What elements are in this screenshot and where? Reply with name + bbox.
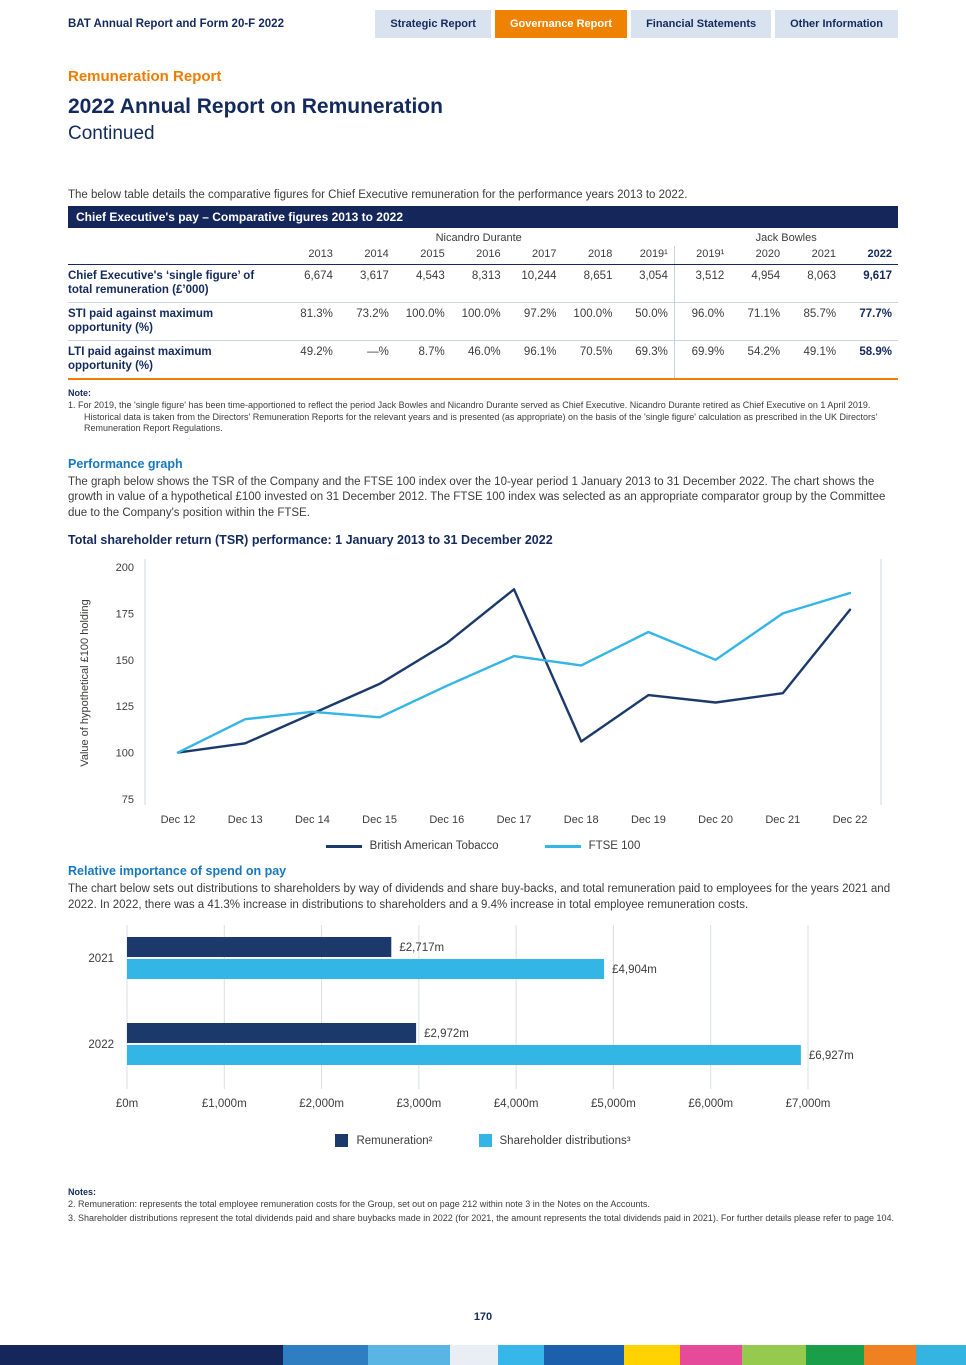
table-value-cell: 4,954 — [730, 265, 786, 303]
x-tick-label: Dec 18 — [563, 814, 599, 826]
table-year-cell: 2019¹ — [674, 246, 730, 265]
table-value-cell: 8.7% — [395, 341, 451, 380]
table-value-cell: 3,054 — [618, 265, 674, 303]
tsr-chart-title: Total shareholder return (TSR) performance: 1 January 2013 to 31 December 2022 — [68, 533, 553, 547]
legend-item — [326, 840, 499, 852]
tsr-chart — [68, 551, 898, 838]
table-value-cell: 8,313 — [451, 265, 507, 303]
table-group-row — [68, 228, 898, 246]
table-value-cell: 3,512 — [674, 265, 730, 303]
page-title: 2022 Annual Report on Remuneration — [68, 95, 443, 118]
strip-segment — [680, 1345, 742, 1365]
table-value-cell: 97.2% — [507, 303, 563, 341]
table-year-cell: 2017 — [507, 246, 563, 265]
x-tick-label: Dec 14 — [294, 814, 330, 826]
performance-body: The graph below shows the TSR of the Company and the FTSE 100 index over the 10-year period 1 January 2013 to 31 December 2022. The chart shows the growth in value of a hypothetical £100 invested on 31 December 2012. The FTSE 100 index was selected as an appropriate comparator group by the Committee due to the Company's position within the FTSE. — [68, 475, 886, 519]
table-year-cell: 2014 — [339, 246, 395, 265]
table-value-cell: 77.7% — [842, 303, 898, 341]
bar-value-label: £2,972m — [424, 1028, 469, 1040]
legend-square-swatch — [335, 1134, 348, 1147]
table-row — [68, 265, 898, 303]
legend-label: FTSE 100 — [588, 840, 641, 852]
bottom-notes-block — [68, 1187, 898, 1224]
y-tick-label: 75 — [121, 794, 134, 806]
table-value-cell: 96.1% — [507, 341, 563, 380]
x-tick-label: £6,000m — [688, 1098, 734, 1110]
table-value-cell: 69.3% — [618, 341, 674, 380]
x-tick-label: Dec 20 — [698, 814, 734, 826]
legend-label: British American Tobacco — [369, 840, 499, 852]
table-value-cell: 96.0% — [674, 303, 730, 341]
strip-segment — [368, 1345, 450, 1365]
strip-segment — [864, 1345, 916, 1365]
tab-governance-report[interactable]: Governance Report — [495, 10, 627, 38]
tab-other-information[interactable]: Other Information — [775, 10, 898, 38]
bar — [127, 1045, 801, 1065]
legend-square-swatch — [479, 1134, 492, 1147]
strip-segment — [916, 1345, 966, 1365]
y-tick-label: 175 — [115, 608, 134, 621]
x-tick-label: Dec 22 — [832, 814, 868, 826]
table-year-cell: 2016 — [451, 246, 507, 265]
table-group-header: Jack Bowles — [755, 232, 817, 244]
bar — [127, 959, 604, 979]
table-value-cell: 8,063 — [786, 265, 842, 303]
line-series — [178, 589, 850, 752]
bar-value-label: £4,904m — [612, 964, 657, 976]
table-row — [68, 341, 898, 380]
table-value-cell: 9,617 — [842, 265, 898, 303]
table-value-cell: 81.3% — [283, 303, 339, 341]
performance-heading: Performance graph — [68, 456, 183, 471]
strip-segment — [806, 1345, 864, 1365]
table-row-label: Chief Executive's ‘single figure’ of total remuneration (£’000) — [68, 265, 283, 303]
table-value-cell: 69.9% — [674, 341, 730, 380]
table-year-cell: 2015 — [395, 246, 451, 265]
strip-segment — [544, 1345, 624, 1365]
page-subtitle: Continued — [68, 123, 155, 144]
table-value-cell: 100.0% — [563, 303, 619, 341]
note-2: 2. Remuneration: represents the total employee remuneration costs for the Group, set out on page 212 within note 3 in the Notes on the Accounts. — [68, 1199, 650, 1209]
x-tick-label: £3,000m — [396, 1098, 442, 1110]
table-note-block — [68, 388, 898, 435]
table-value-cell: 100.0% — [395, 303, 451, 341]
table-year-cell: 2018 — [563, 246, 619, 265]
table-value-cell: 100.0% — [451, 303, 507, 341]
legend-label: Shareholder distributions³ — [499, 1134, 631, 1147]
table-value-cell: 73.2% — [339, 303, 395, 341]
table-value-cell: 3,617 — [339, 265, 395, 303]
x-tick-label: £2,000m — [299, 1098, 344, 1110]
strip-segment — [742, 1345, 806, 1365]
spend-legend — [68, 1134, 898, 1147]
tab-strategic-report[interactable]: Strategic Report — [375, 10, 491, 38]
table-year-cell: 2019¹ — [618, 246, 674, 265]
strip-segment — [0, 1345, 283, 1365]
spend-chart-svg — [68, 921, 898, 1115]
table-value-cell: 49.2% — [283, 341, 339, 380]
legend-item — [335, 1134, 432, 1147]
table-year-cell: 2020 — [730, 246, 786, 265]
bar-value-label: £2,717m — [399, 942, 445, 954]
x-tick-label: Dec 15 — [362, 814, 398, 826]
x-tick-label: Dec 19 — [630, 814, 666, 826]
report-title: BAT Annual Report and Form 20-F 2022 — [68, 18, 284, 30]
legend-item — [545, 840, 641, 852]
bar — [127, 937, 391, 957]
section-kicker: Remuneration Report — [68, 68, 222, 85]
legend-item — [479, 1134, 631, 1147]
legend-line-swatch — [326, 845, 362, 848]
x-tick-label: Dec 16 — [429, 814, 465, 826]
table-year-cell: 2013 — [283, 246, 339, 265]
footer-color-strip — [0, 1345, 966, 1365]
bar — [127, 1023, 416, 1043]
tsr-legend — [68, 840, 898, 852]
strip-segment — [624, 1345, 680, 1365]
y-tick-label: 125 — [115, 701, 134, 714]
spend-chart — [68, 921, 898, 1120]
strip-segment — [450, 1345, 498, 1365]
x-tick-label: Dec 12 — [160, 814, 196, 826]
intro-text: The below table details the comparative figures for Chief Executive remuneration for the performance years 2013 to 2022. — [68, 189, 688, 201]
strip-segment — [498, 1345, 544, 1365]
spend-heading: Relative importance of spend on pay — [68, 864, 287, 878]
table-row — [68, 303, 898, 341]
header-tabs — [371, 10, 898, 38]
table-corner — [68, 246, 283, 265]
table-year-cell: 2022 — [842, 246, 898, 265]
bar-value-label: £6,927m — [808, 1050, 854, 1062]
y-tick-label: 150 — [115, 654, 134, 667]
table-value-cell: 46.0% — [451, 341, 507, 380]
table-row-label: STI paid against maximum opportunity (%) — [68, 303, 283, 341]
x-tick-label: Dec 17 — [496, 814, 532, 826]
x-tick-label: Dec 13 — [227, 814, 263, 826]
note-title: Note: — [68, 388, 91, 398]
x-tick-label: £7,000m — [785, 1098, 831, 1110]
note-text: 1. For 2019, the 'single figure' has been time-apportioned to reflect the period Jack Bowles and Nicandro Durante served as Chief Executive. Nicandro Durante retired as Chief Executive on 1 April 2019. Historical data is taken from the Directors' Remuneration Reports for the relevant years and is presented (as appropriate) on the basis of the 'single figure' calculation as prescribed in the UK Directors' Remuneration Report Regulations. — [68, 400, 878, 433]
notes-title: Notes: — [68, 1187, 97, 1197]
table-value-cell: 54.2% — [730, 341, 786, 380]
x-tick-label: £1,000m — [201, 1098, 247, 1110]
x-tick-label: £4,000m — [493, 1098, 539, 1110]
category-label: 2021 — [88, 953, 114, 965]
spend-body: The chart below sets out distributions to shareholders by way of dividends and share buy-backs, and total remuneration paid to employees for the years 2021 and 2022. In 2022, there was a 41.3% increase in distributions to shareholders and a 9.4% increase in total employee remuneration costs. — [68, 883, 891, 911]
y-tick-label: 100 — [115, 747, 134, 760]
comparative-table — [68, 228, 898, 380]
table-value-cell: 58.9% — [842, 341, 898, 380]
table-group-header: Nicandro Durante — [435, 232, 522, 244]
table-value-cell: 50.0% — [618, 303, 674, 341]
x-tick-label: £0m — [115, 1098, 139, 1110]
legend-label: Remuneration² — [356, 1134, 433, 1147]
table-value-cell: 49.1% — [786, 341, 842, 380]
note-3: 3. Shareholder distributions represent the total dividends paid and share buybacks made in 2022 (for 2021, the amount represents the total dividends paid in 2021). For further details please refer to page 104. — [68, 1212, 895, 1223]
table-row-label: LTI paid against maximum opportunity (%) — [68, 341, 283, 380]
legend-line-swatch — [545, 845, 581, 848]
table-title-bar: Chief Executive's pay – Comparative figures 2013 to 2022 — [68, 206, 898, 228]
table-year-cell: 2021 — [786, 246, 842, 265]
x-tick-label: £5,000m — [591, 1098, 636, 1110]
table-corner — [68, 228, 283, 246]
table-value-cell: 85.7% — [786, 303, 842, 341]
table-value-cell: —% — [339, 341, 395, 380]
tsr-chart-svg — [68, 551, 898, 833]
strip-segment — [283, 1345, 368, 1365]
category-label: 2022 — [88, 1039, 114, 1051]
header — [0, 0, 966, 38]
x-tick-label: Dec 21 — [765, 814, 801, 826]
table-value-cell: 8,651 — [563, 265, 619, 303]
table-value-cell: 70.5% — [563, 341, 619, 380]
table-value-cell: 4,543 — [395, 265, 451, 303]
table-value-cell: 6,674 — [283, 265, 339, 303]
table-year-row — [68, 246, 898, 265]
table-value-cell: 10,244 — [507, 265, 563, 303]
tab-financial-statements[interactable]: Financial Statements — [631, 10, 771, 38]
table-value-cell: 71.1% — [730, 303, 786, 341]
y-axis-label: Value of hypothetical £100 holding — [79, 599, 91, 767]
y-tick-label: 200 — [115, 562, 134, 574]
content — [0, 68, 966, 1224]
page-number: 170 — [473, 1311, 493, 1323]
